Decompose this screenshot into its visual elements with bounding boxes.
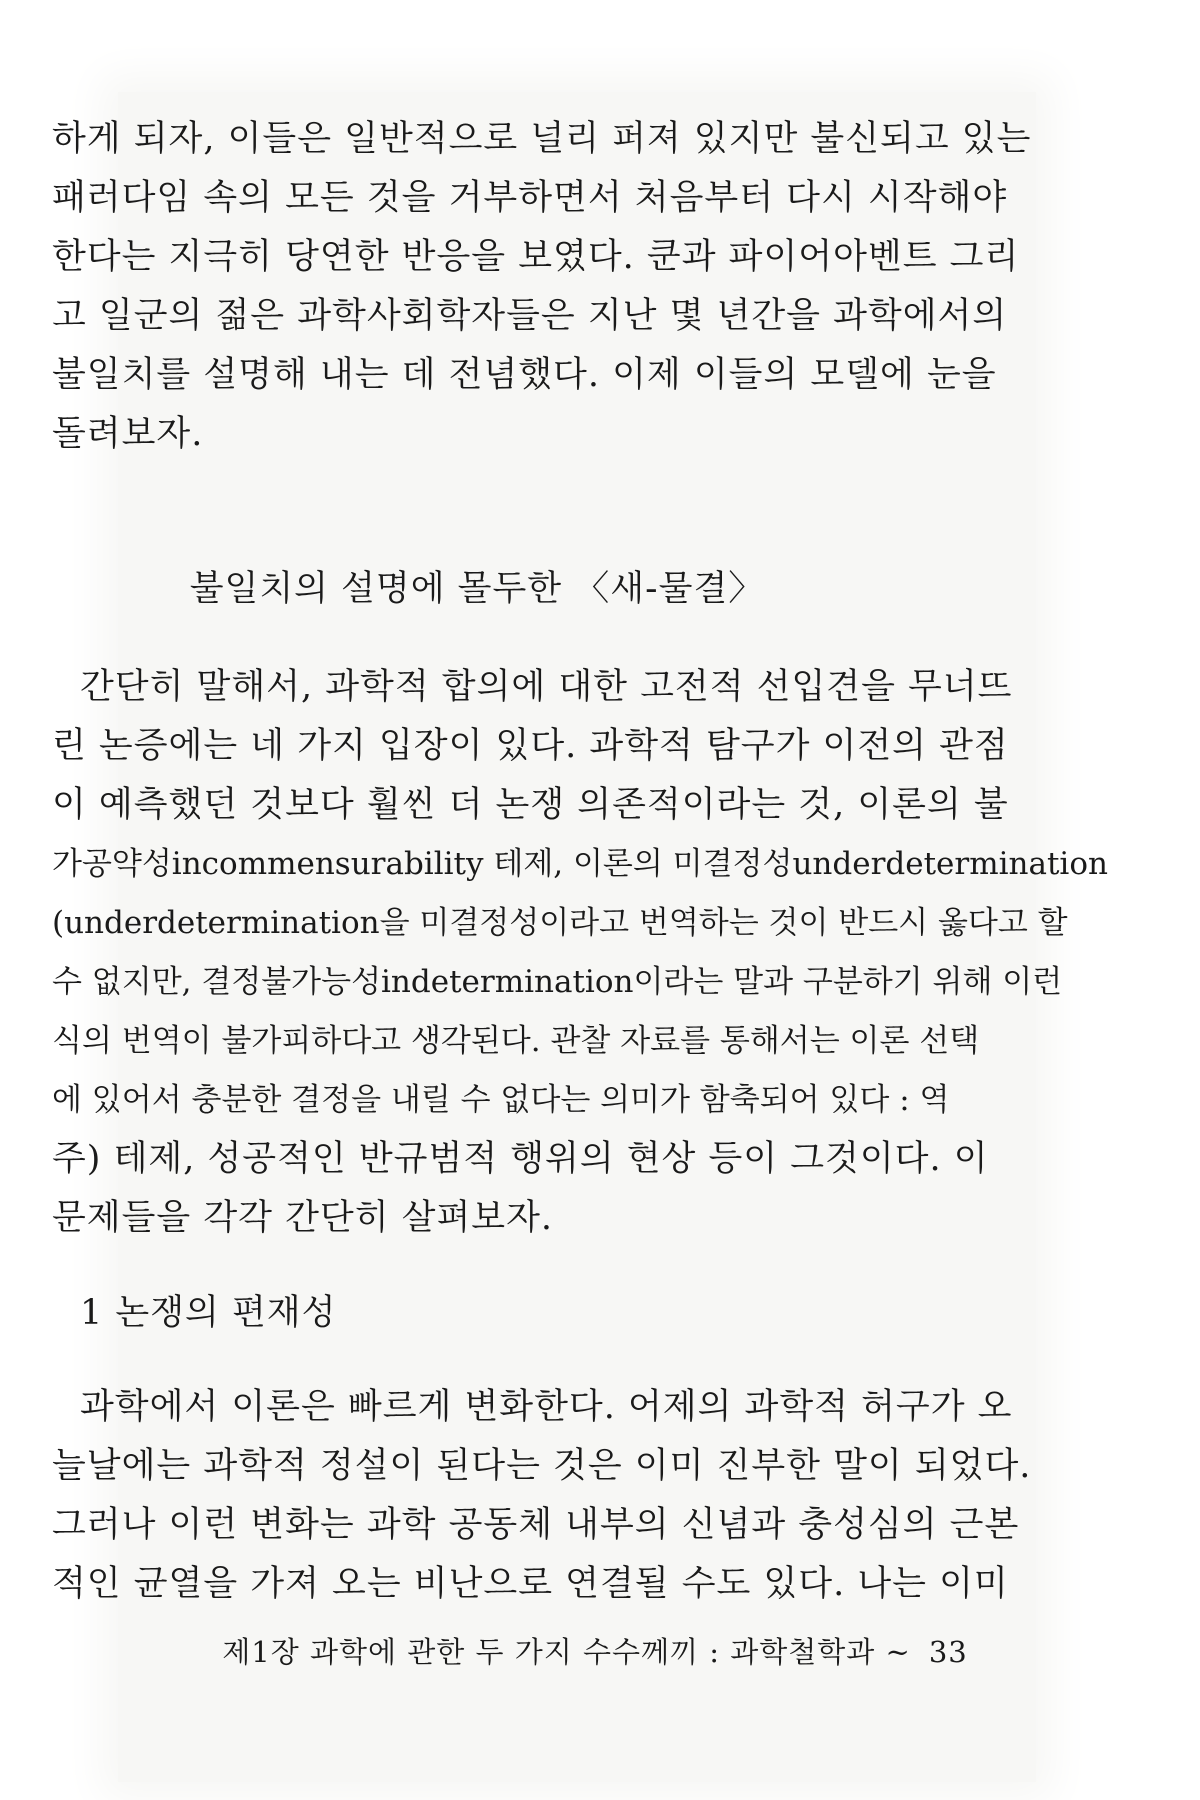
paragraph-2 — [52, 658, 1108, 1248]
running-title: 제1장 과학에 관한 두 가지 수수께끼 : 과학철학과 ~ — [222, 1635, 911, 1669]
sub-heading: 1 논쟁의 편재성 — [80, 1293, 337, 1333]
text-line: 돌려보자. — [52, 414, 204, 454]
text-line: 주) 테제, 성공적인 반규범적 행위의 현상 등이 그것이다. 이 — [52, 1139, 989, 1179]
text-line: 에 있어서 충분한 결정을 내릴 수 없다는 의미가 함축되어 있다 : 역 — [52, 1082, 950, 1118]
text-line: 늘날에는 과학적 정설이 된다는 것은 이미 진부한 말이 되었다. — [52, 1446, 1032, 1486]
text-line: 간단히 말해서, 과학적 합의에 대한 고전적 선입견을 무너뜨 — [80, 667, 1013, 707]
text-line: 패러다임 속의 모든 것을 거부하면서 처음부터 다시 시작해야 — [52, 178, 1008, 218]
text-line: 린 논증에는 네 가지 입장이 있다. 과학적 탐구가 이전의 관점 — [52, 726, 1009, 766]
text-line: 적인 균열을 가져 오는 비난으로 연결될 수도 있다. 나는 이미 — [52, 1564, 1009, 1604]
text-line: 과학에서 이론은 빠르게 변화한다. 어제의 과학적 허구가 오 — [80, 1387, 1013, 1427]
text-line: 그러나 이런 변화는 과학 공동체 내부의 신념과 충성심의 근본 — [52, 1505, 1020, 1545]
text-line: 식의 번역이 불가피하다고 생각된다. 관찰 자료를 통해서는 이론 선택 — [52, 1023, 980, 1059]
text-line: 고 일군의 젊은 과학사회학자들은 지난 몇 년간을 과학에서의 — [52, 296, 1008, 336]
text-line: 하게 되자, 이들은 일반적으로 널리 퍼져 있지만 불신되고 있는 — [52, 119, 1032, 159]
text-line: 불일치를 설명해 내는 데 전념했다. 이제 이들의 모델에 눈을 — [52, 355, 997, 395]
page-footer — [170, 1630, 1020, 1671]
page-body — [52, 110, 1108, 1614]
section-heading: 불일치의 설명에 몰두한 〈새-물결〉 — [189, 569, 765, 609]
text-line: 가공약성incommensurability 테제, 이론의 미결정성underdetermination — [52, 846, 1108, 882]
paragraph-1 — [52, 110, 1032, 464]
text-line: 문제들을 각각 간단히 살펴보자. — [52, 1198, 554, 1238]
page-number: 33 — [928, 1635, 968, 1669]
paragraph-3 — [52, 1378, 1032, 1614]
text-line: 수 없지만, 결정불가능성indetermination이라는 말과 구분하기 위해 이런 — [52, 964, 1063, 1000]
text-line: 한다는 지극히 당연한 반응을 보였다. 쿤과 파이어아벤트 그리 — [52, 237, 1020, 277]
text-line: 이 예측했던 것보다 훨씬 더 논쟁 의존적이라는 것, 이론의 불 — [52, 785, 1009, 825]
text-line: (underdetermination을 미결정성이라고 번역하는 것이 반드시 옳다고 할 — [52, 905, 1068, 941]
